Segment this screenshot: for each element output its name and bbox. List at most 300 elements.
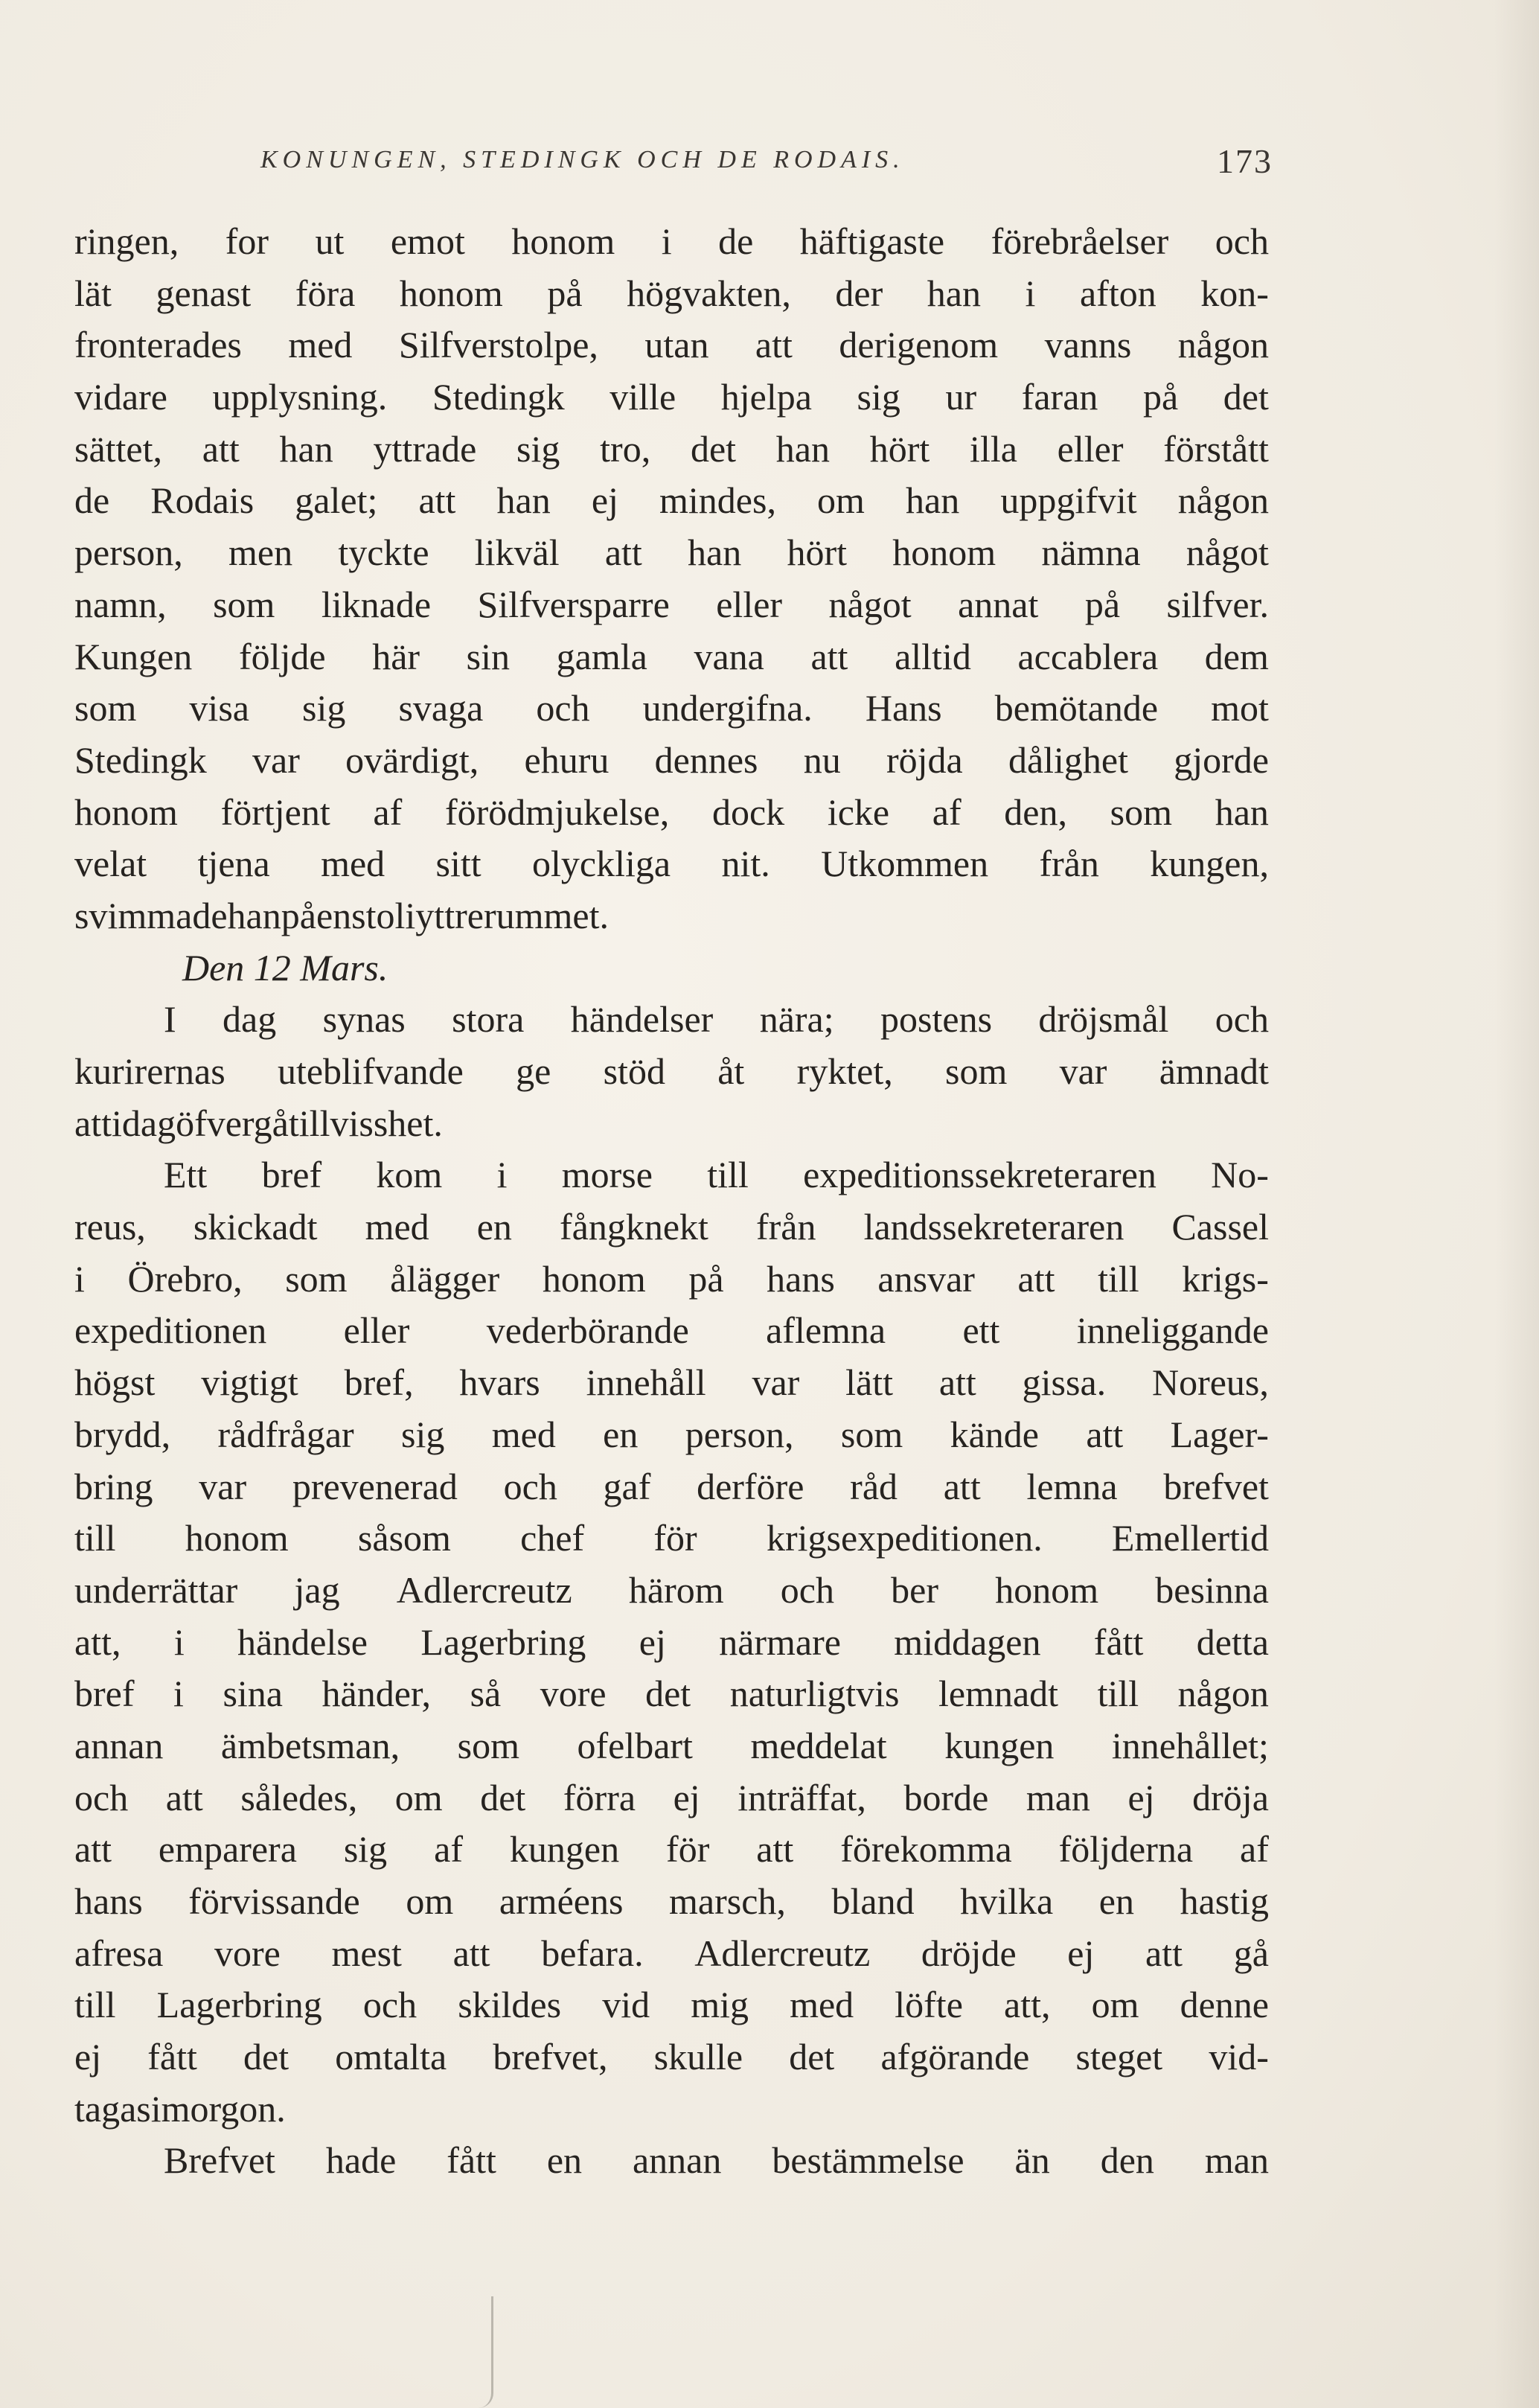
word: han <box>227 894 281 936</box>
word: ville <box>609 376 676 418</box>
word: i <box>173 1673 184 1715</box>
text-line <box>74 735 1269 787</box>
text-line <box>74 1668 1269 1720</box>
word: en <box>316 894 352 936</box>
word: han <box>775 427 830 470</box>
word: prevenerad <box>292 1465 458 1507</box>
word: han <box>927 272 981 314</box>
text-line <box>74 216 1269 268</box>
word: var <box>252 738 300 781</box>
word: var <box>1059 1050 1107 1092</box>
word: hvilka <box>960 1880 1054 1922</box>
word: hade <box>325 2139 397 2182</box>
word: att <box>1017 1257 1055 1300</box>
word: Lagerbring <box>420 1620 586 1663</box>
word: honom <box>74 791 178 833</box>
word: ut <box>315 220 345 262</box>
word: brydd, <box>74 1413 171 1455</box>
word: gissa. <box>1022 1361 1107 1404</box>
word: var <box>199 1465 247 1507</box>
word: ej <box>673 1776 700 1818</box>
word: bref <box>74 1673 135 1715</box>
word: yttrade <box>373 427 477 470</box>
word: att <box>165 1776 203 1818</box>
word: hastig <box>1180 1880 1269 1922</box>
word: naturligtvis <box>729 1673 900 1715</box>
word: löfte <box>895 1984 963 2026</box>
word: dag <box>223 998 277 1041</box>
word: ber <box>891 1568 939 1611</box>
word: sig <box>302 687 346 729</box>
word: visa <box>189 687 249 729</box>
word: honom <box>542 1257 646 1300</box>
word: nära; <box>759 998 834 1041</box>
word: att <box>810 635 848 677</box>
word: bref, <box>344 1361 414 1404</box>
word: visshet. <box>330 1102 443 1144</box>
word: ovärdigt, <box>345 738 479 781</box>
word: stöd <box>603 1050 665 1092</box>
word: fått <box>147 2036 197 2078</box>
word: annan <box>74 1724 164 1766</box>
page-header <box>260 142 1273 191</box>
word: vore <box>540 1673 607 1715</box>
word: häftigaste <box>799 220 945 262</box>
word: öfvergå <box>176 1102 289 1144</box>
word: med <box>491 1413 556 1455</box>
word: expeditionen <box>74 1309 267 1352</box>
word: Örebro, <box>127 1257 243 1300</box>
word: dennes <box>654 738 758 781</box>
word: till <box>707 1154 749 1196</box>
word: chef <box>520 1517 585 1559</box>
word: fronterades <box>74 324 242 366</box>
word: ej <box>74 2036 102 2078</box>
word: att, <box>1004 1984 1051 2026</box>
text-line <box>74 424 1269 476</box>
word: stora <box>452 998 525 1041</box>
word: middagen <box>894 1620 1041 1663</box>
word: såsom <box>357 1517 451 1559</box>
word: gå <box>1233 1932 1269 1974</box>
word: lemnadt <box>938 1673 1059 1715</box>
word: ej <box>591 479 618 522</box>
word: uppgifvit <box>1000 479 1137 522</box>
word: borde <box>903 1776 989 1818</box>
word: emot <box>390 220 465 262</box>
word: jag <box>294 1568 340 1611</box>
paragraph <box>74 216 1269 942</box>
text-line <box>74 1461 1269 1513</box>
word: meddelat <box>750 1724 887 1766</box>
word: att <box>755 324 793 366</box>
text-line <box>74 2083 1269 2136</box>
word: och <box>1215 998 1269 1041</box>
word: brefvet, <box>493 2036 608 2078</box>
word: lät <box>74 272 112 314</box>
text-line <box>74 994 1269 1046</box>
word: tro, <box>600 427 651 470</box>
word: Utkommen <box>821 843 989 885</box>
word: hört <box>869 427 930 470</box>
word: ej <box>1127 1776 1155 1818</box>
word: aflemna <box>766 1309 886 1352</box>
word: härom <box>628 1568 724 1611</box>
word: att <box>418 479 456 522</box>
text-line <box>74 1253 1269 1306</box>
word: nu <box>803 738 841 781</box>
paragraph <box>74 994 1269 1149</box>
text-line <box>74 371 1269 424</box>
word: bestämmelse <box>772 2139 964 2182</box>
word: att <box>943 1465 981 1507</box>
word: förödmjukelse, <box>444 791 670 833</box>
word: kungen <box>944 1724 1055 1766</box>
word: förebråelser <box>991 220 1169 262</box>
word: ämbetsman, <box>220 1724 400 1766</box>
text-line <box>74 1513 1269 1565</box>
word: innehållet; <box>1111 1724 1269 1766</box>
text-line <box>74 1409 1269 1461</box>
word: der <box>835 272 883 314</box>
text-line <box>74 1098 1269 1150</box>
word: på <box>281 894 316 936</box>
word: ämnadt <box>1159 1050 1269 1092</box>
word: Adlercreutz <box>694 1932 871 1974</box>
word: den, <box>1004 791 1067 833</box>
word: tjena <box>197 843 270 885</box>
word: ehuru <box>524 738 609 781</box>
word: således, <box>240 1776 358 1818</box>
word: bemötande <box>994 687 1159 729</box>
word: en <box>603 1413 639 1455</box>
word: till <box>1098 1257 1139 1300</box>
word: liknade <box>321 583 432 625</box>
word: det <box>243 2036 289 2078</box>
word: på <box>547 272 583 314</box>
word: att <box>202 427 240 470</box>
binding-mark <box>461 2296 493 2408</box>
word: namn, <box>74 583 167 625</box>
word: dem <box>1204 635 1269 677</box>
paragraph <box>74 1149 1269 2135</box>
word: det <box>1223 376 1269 418</box>
word: undergifna. <box>642 687 813 729</box>
word: vanns <box>1044 324 1132 366</box>
word: mindes, <box>659 479 776 522</box>
text-line <box>74 1565 1269 1617</box>
text-line <box>74 838 1269 890</box>
word: den <box>1100 2139 1154 2182</box>
word: kurirernas <box>74 1050 225 1092</box>
word: hvars <box>459 1361 540 1404</box>
word: att <box>938 1361 976 1404</box>
word: ge <box>516 1050 551 1092</box>
word: eller <box>1057 427 1124 470</box>
word: genast <box>156 272 252 314</box>
word: Brefvet <box>164 2139 275 2182</box>
word: yttre <box>415 894 484 936</box>
text-line <box>74 890 1269 942</box>
word: vana <box>694 635 764 677</box>
word: bland <box>831 1880 915 1922</box>
text-line <box>74 1876 1269 1928</box>
word: de <box>74 479 110 522</box>
word: utan <box>644 324 709 366</box>
word: nit. <box>721 843 770 885</box>
word: Adlercreutz <box>396 1568 572 1611</box>
word: förvissande <box>188 1880 360 1922</box>
word: föra <box>295 272 356 314</box>
word: Rodais <box>150 479 255 522</box>
page-number: 173 <box>1217 142 1273 180</box>
word: från <box>756 1206 816 1248</box>
word: ryktet, <box>796 1050 893 1092</box>
word: reus, <box>74 1206 146 1248</box>
word: som <box>74 687 137 729</box>
word: så <box>470 1673 502 1715</box>
word: i <box>150 2087 161 2130</box>
word: af <box>434 1828 463 1871</box>
word: afresa <box>74 1932 164 1974</box>
word: att <box>74 1102 112 1144</box>
word: ålägger <box>390 1257 500 1300</box>
word: förtjent <box>220 791 330 833</box>
word: närmare <box>719 1620 841 1663</box>
word: för <box>666 1828 710 1871</box>
word: vidare <box>74 376 167 418</box>
word: sin <box>466 635 511 677</box>
word: Stedingk <box>74 738 207 781</box>
word: arméens <box>499 1880 624 1922</box>
word: lemna <box>1026 1465 1118 1507</box>
word: krigsexpeditionen. <box>766 1517 1043 1559</box>
word: dröjsmål <box>1038 998 1169 1041</box>
word: som <box>457 1724 519 1766</box>
word: att <box>1086 1413 1124 1455</box>
word: underrättar <box>74 1568 238 1611</box>
word: hört <box>787 531 847 574</box>
word: i <box>661 220 672 262</box>
word: dröjde <box>921 1932 1017 1974</box>
word: morse <box>561 1154 653 1196</box>
word: de <box>718 220 754 262</box>
word: att <box>1145 1932 1183 1974</box>
word: som <box>285 1257 348 1300</box>
word: besinna <box>1155 1568 1269 1611</box>
word: ej <box>1067 1932 1095 1974</box>
text-line <box>74 2031 1269 2083</box>
word: något <box>828 583 912 625</box>
word: med <box>365 1206 429 1248</box>
word: med <box>790 1984 854 2026</box>
text-line <box>74 1979 1269 2031</box>
word: han <box>688 531 742 574</box>
word: dag <box>121 1102 176 1144</box>
text-line <box>74 787 1269 839</box>
word: for <box>225 220 269 262</box>
word: rummet. <box>483 894 609 936</box>
word: till <box>74 1517 116 1559</box>
word: uteblifvande <box>277 1050 464 1092</box>
running-head: KONUNGEN, STEDINGK OCH DE RODAIS. <box>260 146 905 173</box>
word: än <box>1014 2139 1050 2182</box>
word: vid <box>602 1984 650 2026</box>
word: brefvet <box>1163 1465 1269 1507</box>
word: fått <box>447 2139 496 2182</box>
word: upplysning. <box>212 376 388 418</box>
word: postens <box>880 998 993 1041</box>
word: det <box>789 2036 835 2078</box>
word: till <box>1097 1673 1139 1715</box>
word: bring <box>74 1465 153 1507</box>
word: han <box>906 479 960 522</box>
dateline <box>74 942 1269 994</box>
word: att <box>452 1932 490 1974</box>
word: det <box>645 1673 691 1715</box>
text-line <box>74 1201 1269 1253</box>
word: Noreus, <box>1151 1361 1269 1404</box>
word: krigs- <box>1182 1257 1269 1300</box>
word: accablera <box>1017 635 1159 677</box>
text-line <box>74 1617 1269 1669</box>
word: följde <box>238 635 326 677</box>
word: tagas <box>74 2087 151 2130</box>
text-line <box>74 579 1269 631</box>
word: men <box>228 531 293 574</box>
word: och <box>780 1568 834 1611</box>
word: galet; <box>295 479 378 522</box>
word: ansvar <box>877 1257 975 1300</box>
word: morgon. <box>161 2087 286 2130</box>
word: och <box>536 687 590 729</box>
word: honom <box>185 1517 289 1559</box>
word: mot <box>1211 687 1269 729</box>
word: högvakten, <box>627 272 791 314</box>
dateline-text: Den 12 Mars. <box>182 946 388 989</box>
word: på <box>688 1257 724 1300</box>
word: likväl <box>474 531 560 574</box>
word: dålighet <box>1008 738 1129 781</box>
word: I <box>164 998 176 1041</box>
word: gaf <box>603 1465 651 1507</box>
word: högst <box>74 1361 156 1404</box>
word: förstått <box>1163 427 1269 470</box>
word: han <box>279 427 333 470</box>
word: icke <box>827 791 890 833</box>
word: faran <box>1021 376 1098 418</box>
word: steget <box>1075 2036 1163 2078</box>
text-line <box>74 1720 1269 1772</box>
word: och <box>1215 220 1269 262</box>
paragraph <box>74 2135 1269 2187</box>
word: annat <box>958 583 1039 625</box>
word: sig <box>401 1413 445 1455</box>
word: vore <box>214 1932 281 1974</box>
word: afton <box>1079 272 1156 314</box>
word: annan <box>632 2139 722 2182</box>
word: derigenom <box>839 324 999 366</box>
word: det <box>690 427 737 470</box>
word: marsch, <box>669 1880 786 1922</box>
word: ej <box>639 1620 666 1663</box>
word: skickadt <box>193 1206 318 1248</box>
text-line <box>74 1149 1269 1201</box>
word: Silfversparre <box>477 583 670 625</box>
word: Emellertid <box>1111 1517 1269 1559</box>
word: i <box>1025 272 1036 314</box>
word: velat <box>74 843 147 885</box>
word: man <box>1204 2139 1269 2182</box>
text-line <box>74 2135 1269 2187</box>
word: om <box>394 1776 443 1818</box>
word: afgörande <box>880 2036 1030 2078</box>
word: inträffat, <box>737 1776 866 1818</box>
word: i <box>496 1154 508 1196</box>
word: rådfrågar <box>217 1413 354 1455</box>
word: något <box>1186 531 1269 574</box>
word: om <box>406 1880 454 1922</box>
word: som <box>944 1050 1008 1092</box>
word: Silfverstolpe, <box>398 324 598 366</box>
word: af <box>373 791 403 833</box>
word: förekomma <box>840 1828 1012 1871</box>
word: omtalta <box>335 2036 447 2078</box>
word: en <box>1098 1880 1134 1922</box>
word: att, <box>74 1620 121 1663</box>
word: kungen <box>509 1828 620 1871</box>
word: Ett <box>164 1154 208 1196</box>
word: vigtigt <box>201 1361 298 1404</box>
word: mig <box>691 1984 749 2026</box>
word: inneliggande <box>1076 1309 1269 1352</box>
word: man <box>1026 1776 1090 1818</box>
word: kom <box>376 1154 443 1196</box>
word: en <box>476 1206 512 1248</box>
word: dröja <box>1192 1776 1269 1818</box>
word: mest <box>331 1932 402 1974</box>
word: till <box>288 1102 330 1144</box>
word: att <box>756 1828 794 1871</box>
word: gamla <box>556 635 647 677</box>
text-line <box>74 1305 1269 1357</box>
word: och <box>362 1984 417 2026</box>
word: eller <box>716 583 783 625</box>
word: hjelpa <box>720 376 812 418</box>
word: för <box>653 1517 697 1559</box>
word: kände <box>950 1413 1039 1455</box>
word: sitt <box>435 843 481 885</box>
word: någon <box>1177 479 1269 522</box>
text-line <box>74 527 1269 579</box>
word: på <box>1084 583 1121 625</box>
text-line <box>74 1357 1269 1409</box>
word: det <box>480 1776 526 1818</box>
word: ringen, <box>74 220 179 262</box>
word: tyckte <box>338 531 429 574</box>
word: var <box>752 1361 800 1404</box>
word: vid- <box>1209 2036 1269 2078</box>
word: om <box>1091 1984 1139 2026</box>
word: ett <box>962 1309 1000 1352</box>
word: honom <box>892 531 996 574</box>
text-line <box>74 683 1269 735</box>
word: på <box>1142 376 1179 418</box>
body-text <box>74 216 1269 2187</box>
word: honom <box>995 1568 1099 1611</box>
word: vederbörande <box>486 1309 689 1352</box>
word: sig <box>343 1828 388 1871</box>
